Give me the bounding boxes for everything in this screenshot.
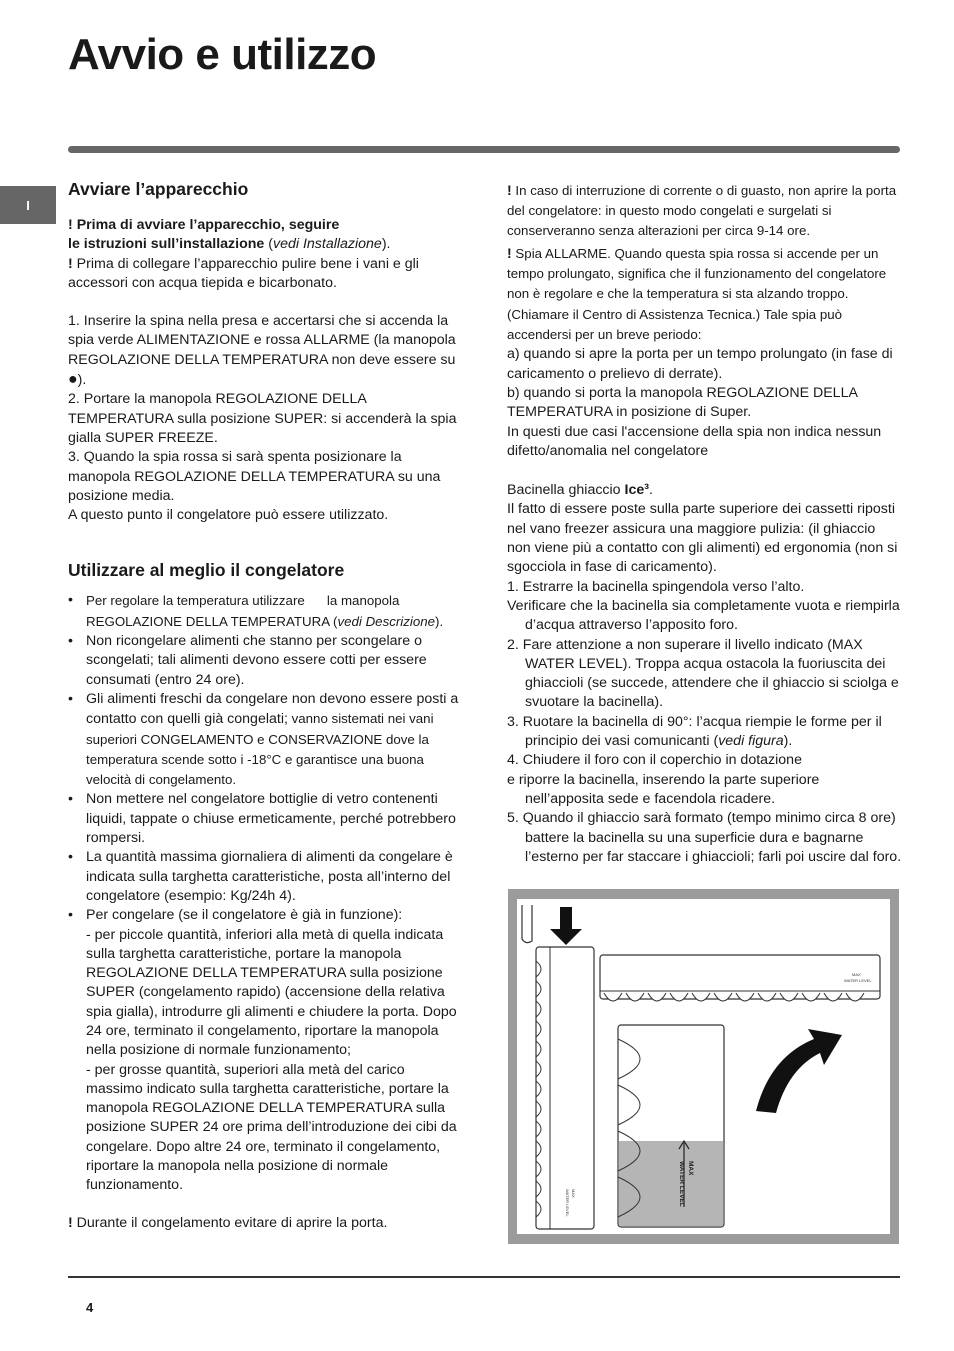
warning-mark: ! [68,217,73,233]
left-column [68,178,460,1233]
warning-italic: vedi Installazione [272,236,382,253]
top-tray-max-label: MAX [852,972,861,977]
down-arrow-icon [560,907,572,929]
ice-step-3 [507,713,902,752]
list-item [68,591,460,632]
right-column [507,181,902,867]
ice-step-1b: Verificare che la bacinella sia completamente vuota e riempirla d’acqua attraverso l’apposito foro. [507,597,900,634]
left-tray-max-label: MAX [571,1189,576,1198]
list-item: • La quantità massima giornaliera di alimenti da congelare è indicata sulla targhetta caratteristiche, posta all’interno del congelatore (esempio: Kg/24h 4). [68,848,460,906]
title-rule [68,146,900,153]
step-1 [68,312,460,390]
warning-clean [68,255,460,294]
ice-step-4: 4. Chiudere il foro con il coperchio in dotazione [507,752,802,769]
b6-text: Per congelare (se il congelatore è già in funzione): [86,907,403,924]
b1-end: ). [435,613,444,629]
step-4: A questo punto il congelatore può essere utilizzato. [68,507,389,524]
paren-close: ). [381,236,391,253]
b3-small: vanno sistemati nei vani superiori CONGELAMENTO e CONSERVAZIONE dove la temperatura scende sotto i -18°C e garantisce una buona velocità di congelamento. [86,711,434,788]
warning-mark: ! [507,245,512,262]
step-1-end: ). [77,372,87,389]
water-level-label: WATER LEVEL [678,1161,685,1207]
step-2: 2. Portare la manopola REGOLAZIONE DELLA TEMPERATURA sulla posizione SUPER: si accenderà la spia gialla SUPER FREEZE. [68,391,457,446]
warning-mark: ! [68,1214,73,1231]
warning-install [68,216,460,255]
ice-brand: Ice³ [624,482,649,499]
warning-alarm [507,244,902,345]
alarm-note: In questi due casi l'accensione della spia non indica nessun difetto/anomalia nel congelatore [507,423,882,459]
warning-clean-text: Prima di collegare l’apparecchio pulire bene i vani e gli accessori con acqua tiepida e bicarbonato. [68,255,419,291]
warning-alarm-text: Spia ALLARME. Quando questa spia rossa si accende per un tempo prolungato, significa che il funzionamento del congelatore non è regolare e che la temperatura si sta alzando troppo. (Chiamare il Centro di Assistenza Tecnica.) Tale spia può accendersi per un breve periodo: [507,245,887,343]
top-tray-water-label: WATER LEVEL [844,978,872,983]
ice-step-1: 1. Estrarre la bacinella spingendola verso l’alto. [507,578,805,595]
step-3: 3. Quando la spia rossa si sarà spenta posizionare la manopola REGOLAZIONE DELLA TEMPERATURA su una posizione media. [68,449,441,504]
warning-mark: ! [68,255,73,272]
language-tab: I [0,186,56,224]
step-1-text: 1. Inserire la spina nella presa e accertarsi che si accenda la spia verde ALIMENTAZIONE e rossa ALLARME (la manopola REGOLAZIONE DELLA TEMPERATURA non deve essere su [68,313,456,368]
warning-door [68,1214,460,1233]
ice-step-5: 5. Quando il ghiaccio sarà formato (tempo minimo circa 8 ore) battere la bacinella su una superficie dura e bagnarne l’esterno per far staccare i ghiaccioli; farli poi uscire dal foro. [507,810,902,865]
list-item [68,690,460,790]
warning-door-text: Durante il congelamento evitare di aprire la porta. [72,1214,388,1231]
list-item [68,906,460,1195]
ice-tray-illustration [508,889,899,1244]
ice-tray-figure [508,889,899,1244]
ice-step-2: 2. Fare attenzione a non superare il livello indicato (MAX WATER LEVEL). Troppa acqua ostacola la fuoriuscita dei ghiaccioli (se succede, attendere che il ghiaccio si sciolga e svuotare la bacinella). [507,636,899,711]
list-item: • Non mettere nel congelatore bottiglie di vetro contenenti liquidi, tappate o chiuse ermeticamente, perché potrebbero rompersi. [68,790,460,848]
warning-bold-b: le istruzioni sull’installazione [68,236,265,253]
dot-symbol: ● [68,371,78,389]
page-title: Avvio e utilizzo [68,30,377,79]
left-tray-water-label: WATER LEVEL [565,1189,570,1217]
page-number: 4 [86,1300,94,1315]
b1-text: Per regolare la temperatura utilizzare la manopola REGOLAZIONE DELLA TEMPERATURA ( [86,593,404,629]
b3-text: Gli alimenti freschi da congelare non devono essere posti a contatto con quelli già congelati; [86,690,459,728]
b1-italic: vedi Descrizione [337,613,436,629]
b6-sub1: - per piccole quantità, inferiori alla metà di quella indicata sulla targhetta caratteristiche, portare la manopola REGOLAZIONE DELLA TEMPERATURA sulla posizione SUPER (congelamento rapido) (accensione della relativa spia gialla), introdurre gli alimenti e chiudere la porta. Dopo 24 ore, terminato il congelamento, riportare la manopola nella posizione di normale funzionamento; [86,926,457,1059]
warning-power-text: In caso di interruzione di corrente o di guasto, non aprire la porta del congelatore: in questo modo congelati e surgelati si conserveranno senza alterazioni per circa 9-14 ore. [507,183,897,238]
ice-tray-title [507,481,902,500]
list-item: • Non ricongelare alimenti che stanno per scongelare o scongelati; tali alimenti devono essere cotti per essere consumati (entro 24 ore). [68,632,460,690]
ice-label: Bacinella ghiaccio [507,482,625,499]
max-label: MAX [687,1161,694,1176]
b6-sub2: - per grosse quantità, superiori alla metà del carico massimo indicato sulla targhetta caratteristiche, portare la manopola REGOLAZIONE DELLA TEMPERATURA sulla posizione SUPER 24 ore prima dell’introduzione dei cibi da congelare. Dopo altre 24 ore, terminato il congelamento, riportare la manopola nella posizione di normale funzionamento. [86,1061,457,1194]
usage-list [68,591,460,1195]
ice-step-4b: e riporre la bacinella, inserendo la parte superiore nell’apposita sede e facendola ricadere. [507,771,820,807]
alarm-case-a: a) quando si apre la porta per un tempo prolungato (in fase di caricamento o prelievo di derrate). [507,346,893,382]
ice-step-3-end: ). [783,733,793,750]
section-heading-start: Avviare l’apparecchio [68,179,249,199]
warning-power [507,181,902,240]
ice-intro: Il fatto di essere poste sulla parte superiore dei cassetti riposti nel vano freezer assicura una maggiore pulizia: (il ghiaccio non viene più a contatto con gli alimenti) ed ergonomia (non si sgocciola in fase di caricamento). [507,501,898,576]
ice-step-3-text: 3. Ruotare la bacinella di 90°: l’acqua riempie le forme per il principio dei vasi comunicanti ( [507,713,882,750]
paren-open: ( [264,236,273,253]
warning-mark: ! [507,183,512,199]
ice-end: . [648,482,653,499]
footer-rule [68,1276,900,1278]
ice-step-3-italic: vedi figura [718,733,784,750]
warning-bold-a: Prima di avviare l’apparecchio, seguire [76,217,340,233]
section-heading-usage: Utilizzare al meglio il congelatore [68,560,345,581]
alarm-case-b: b) quando si porta la manopola REGOLAZIONE DELLA TEMPERATURA in posizione di Super. [507,384,858,421]
